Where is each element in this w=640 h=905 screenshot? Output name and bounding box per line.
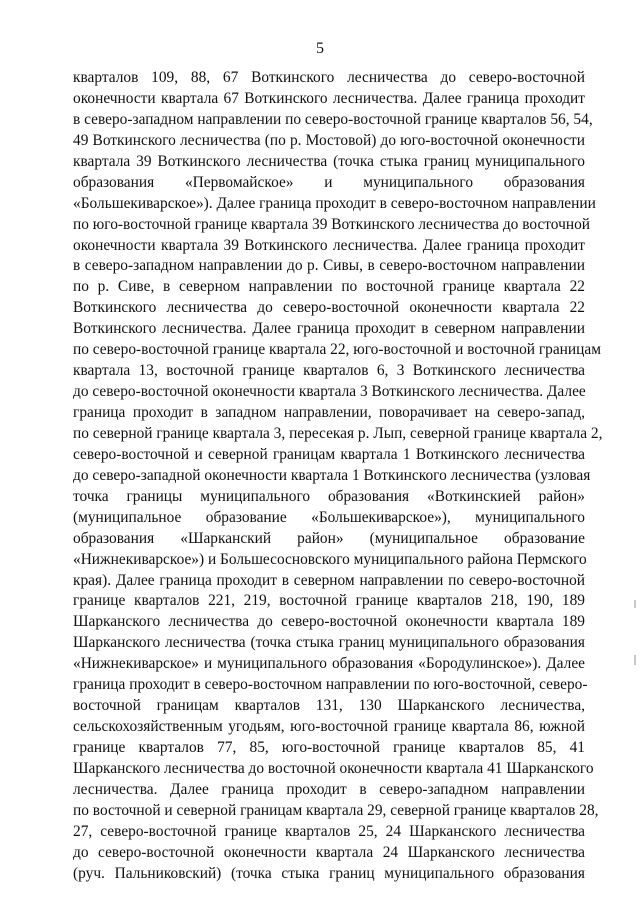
text-line: граница проходит в западном направлении, поворачивает на северо-запад, <box>73 404 585 421</box>
text-line: по юго-восточной границе квартала 39 Воткинского лесничества до восточной <box>73 215 590 233</box>
text-line: восточной границам кварталов 131, 130 Шарканского лесничества, <box>73 697 585 715</box>
text-line: образования «Первомайское» и муниципального образования <box>73 173 585 191</box>
text-line: края). Далее граница проходит в северном направлении по северо-восточной <box>73 571 585 589</box>
text-line: граница проходит в северо-восточном направлении по юго-восточной, северо- <box>73 676 588 694</box>
text-line: до северо-восточной оконечности квартала 3 Воткинского лесничества. Далее <box>73 383 586 401</box>
text-line: Шарканского лесничества до восточной оконечности квартала 41 Шарканского <box>73 759 594 777</box>
text-line: границе кварталов 221, 219, восточной границе кварталов 218, 190, 189 <box>73 592 585 610</box>
text-line: северо-восточной и северной границам квартала 1 Воткинского лесничества <box>73 445 585 463</box>
text-line: границе кварталов 77, 85, юго-восточной границе кварталов 85, 41 <box>73 739 585 756</box>
scan-edge-mark <box>634 655 636 665</box>
text-line: в северо-западном направлении до р. Сивы, в северо-восточном направлении <box>73 257 585 275</box>
text-line: образования «Шарканский район» (муниципальное образование <box>73 529 585 547</box>
text-line: «Большекиварское»). Далее граница проходит в северо-восточном направлении <box>73 194 596 212</box>
text-line: по северо-восточной границе квартала 22, юго-восточной и восточной границам <box>73 341 601 359</box>
text-line: 27, северо-восточной границе кварталов 25, 24 Шарканского лесничества <box>73 822 585 840</box>
text-line: оконечности квартала 67 Воткинского лесничества. Далее граница проходит <box>73 89 585 107</box>
text-line: (руч. Пальниковский) (точка стыка границ муниципального образования <box>73 864 585 882</box>
text-line: кварталов 109, 88, 67 Воткинского лесничества до северо-восточной <box>73 69 585 86</box>
text-line: до северо-западной оконечности квартала 1 Воткинского лесничества (узловая <box>73 466 591 484</box>
text-line: по р. Сиве, в северном направлении по восточной границе квартала 22 <box>73 278 585 296</box>
text-line: по северной границе квартала 3, пересекая р. Лып, северной границе квартала 2, <box>73 424 603 442</box>
text-line: в северо-западном направлении по северо-восточной границе кварталов 56, 54, <box>73 110 593 128</box>
text-line: «Нижнекиварское») и Большесосновского муниципального района Пермского <box>73 550 587 568</box>
text-line: оконечности квартала 39 Воткинского лесничества. Далее граница проходит <box>73 236 585 254</box>
text-line: лесничества. Далее граница проходит в северо-западном направлении <box>73 780 585 798</box>
text-line: Шарканского лесничества (точка стыка границ муниципального образования <box>73 634 585 652</box>
text-line: квартала 39 Воткинского лесничества (точка стыка границ муниципального <box>73 152 585 170</box>
text-line: сельскохозяйственным угодьям, юго-восточной границе квартала 86, южной <box>73 718 585 736</box>
page-number: 5 <box>316 40 324 57</box>
text-line: точка границы муниципального образования «Воткинскией район» <box>73 487 585 505</box>
body-text <box>73 68 603 885</box>
text-line: Воткинского лесничества. Далее граница проходит в северном направлении <box>73 320 585 338</box>
scan-edge-mark <box>634 600 636 608</box>
text-line: по восточной и северной границам квартала 29, северной границе кварталов 28, <box>73 801 599 819</box>
text-line: (муниципальное образование «Большекиварское»), муниципального <box>73 508 585 526</box>
text-line: «Нижнекиварское» и муниципального образования «Бородулинское»). Далее <box>73 655 585 673</box>
text-line: Шарканского лесничества до северо-восточной оконечности квартала 189 <box>73 613 585 631</box>
text-line: Воткинского лесничества до северо-восточной оконечности квартала 22 <box>73 299 585 317</box>
text-line: квартала 13, восточной границе кварталов 6, 3 Воткинского лесничества <box>73 362 585 380</box>
text-line: 49 Воткинского лесничества (по р. Мостовой) до юго-восточной оконечности <box>73 131 585 149</box>
text-line: до северо-восточной оконечности квартала 24 Шарканского лесничества <box>73 843 585 861</box>
